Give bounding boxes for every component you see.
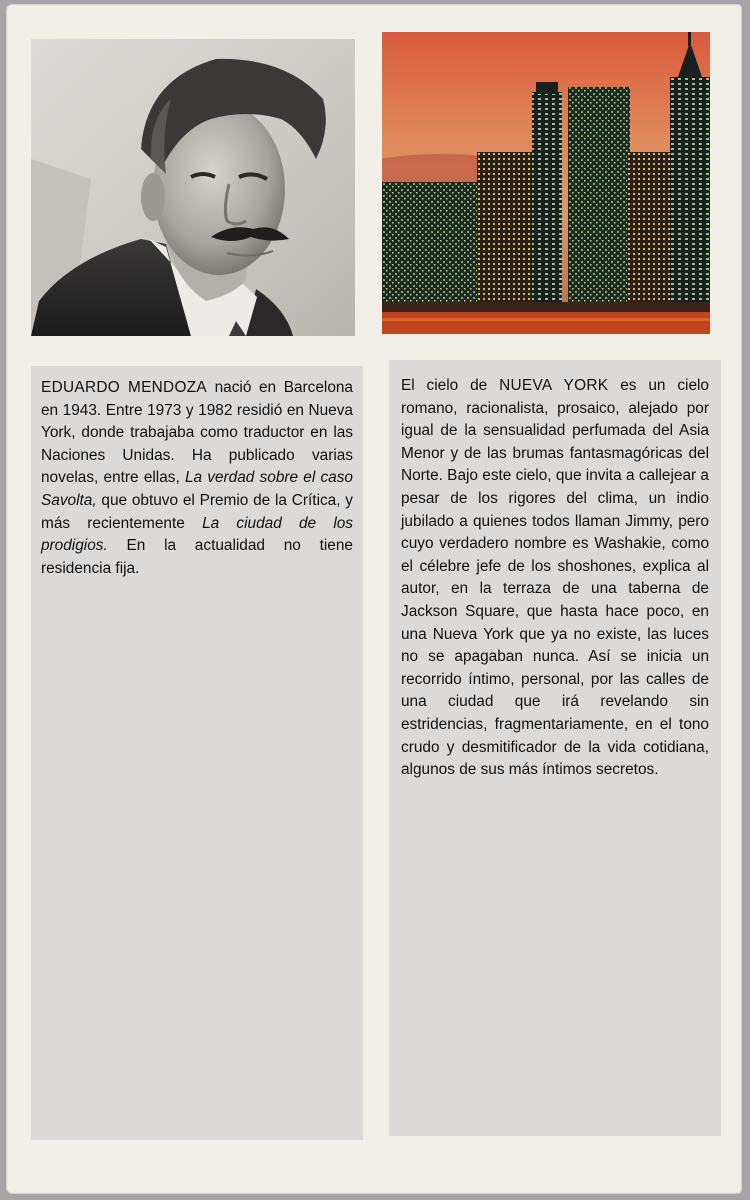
synopsis-text: El cielo de NUEVA YORK es un cielo romano, racionalista, prosaico, alejado por igual de la sensualidad perfumada del Asia Menor y de las brumas fantasmagóricas del Norte. Bajo este cielo, que invita a callejear a pesar de los rigores del clima, un indio jubilado a quienes todos llaman Jimmy, pero cuyo verdadero nombre es Washakie, como el célebre jefe de los shoshones, explica al autor, en la terraza de una taberna de Jackson Square, que hasta hace poco, en una Nueva York que ya no existe, las luces no se apagaban nunca. Así se inicia un recorrido íntimo, personal, por las calles de una ciudad que irá revelando sin estridencias, fragmentariamente, en el tono crudo y desmitificador de la vida cotidiana, algunos de sus más íntimos secretos. — [401, 377, 709, 779]
back-cover — [6, 4, 742, 1194]
author-portrait-photo — [31, 39, 355, 336]
synopsis-panel — [389, 360, 721, 1136]
author-bio-panel — [31, 366, 363, 1140]
book-title-savolta: La verdad sobre el caso Savolta, — [41, 469, 353, 509]
author-bio-text: EDUARDO MENDOZA nació en Barcelona en 1943. Entre 1973 y 1982 residió en Nueva York, donde trabajaba como traductor en las Naciones Unidas. Ha publicado varias novelas, entre ellas, La verdad sobre el caso Savolta, que obtuvo el Premio de la Crítica, y más recientemente La ciudad de los prodigios. En la actualidad no tiene residencia fija. — [41, 379, 353, 577]
city-name: NUEVA YORK — [499, 377, 609, 394]
city-skyline-photo — [382, 32, 710, 334]
author-name: EDUARDO MENDOZA — [41, 379, 208, 396]
book-title-prodigios: La ciudad de los prodigios. — [41, 514, 353, 555]
